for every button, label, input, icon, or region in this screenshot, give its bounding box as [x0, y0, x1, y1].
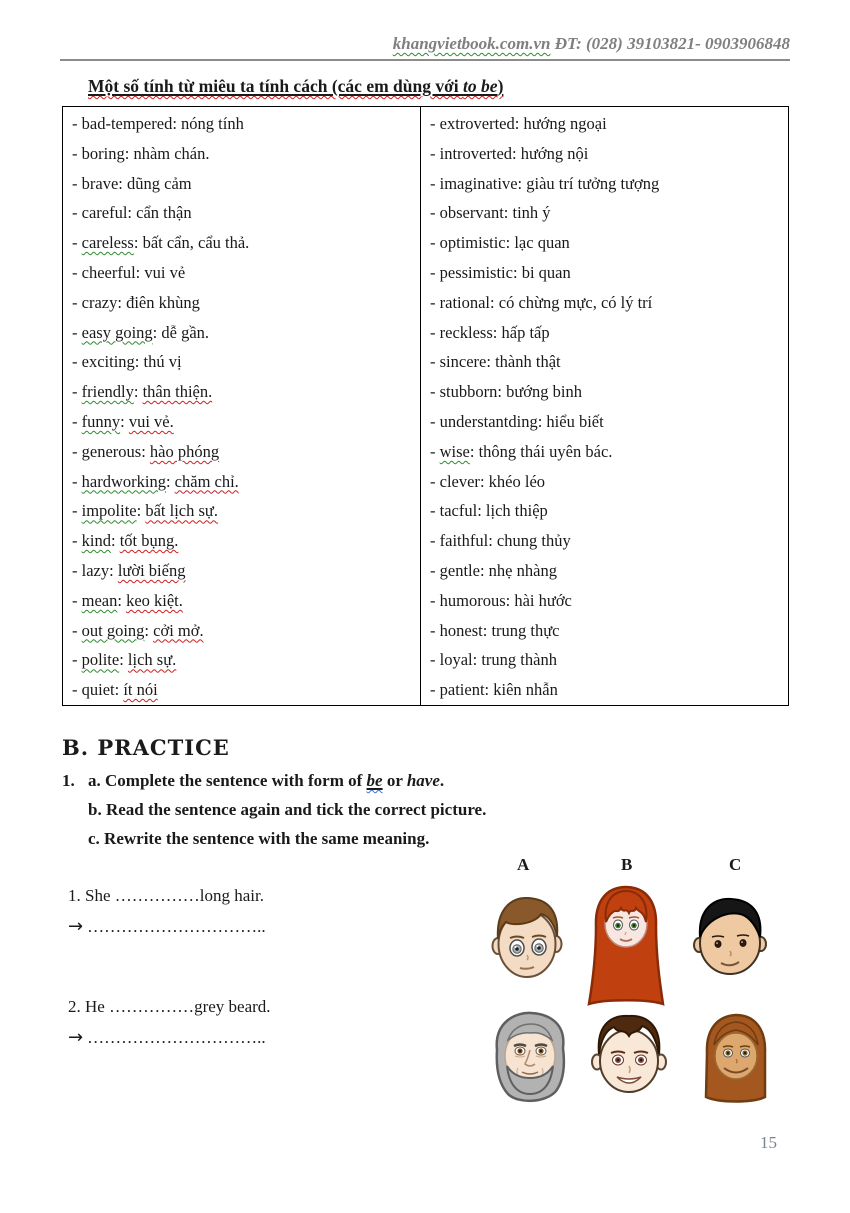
vocab-entry: - loyal: trung thành: [430, 650, 557, 670]
page-number: 15: [760, 1133, 777, 1152]
vocab-entry: - boring: nhàm chán.: [72, 143, 210, 163]
header-phone-text: ĐT: (028) 39103821- 0903906848: [550, 34, 790, 53]
vocab-entry: - pessimistic: bi quan: [430, 262, 571, 282]
face-row1-b-girl-red-hair-icon: [582, 882, 670, 1012]
vocab-entry: - kind: tốt bụng.: [72, 531, 179, 551]
face-row2-a-old-man-grey-beard-icon: [482, 1006, 578, 1108]
title-text: Một số tính từ miêu ta tính cách (các em dùng với: [88, 76, 464, 96]
vocab-entry: - polite: lịch sự.: [72, 650, 177, 670]
vocab-entry: - generous: hào phóng: [72, 441, 220, 461]
vocab-entry: - humorous: hài hước: [430, 590, 572, 610]
vocab-entry: - clever: khéo léo: [430, 471, 546, 491]
vocab-entry: - honest: trung thực: [430, 620, 560, 640]
vocab-entry: - understantding: hiểu biết: [430, 411, 604, 431]
answer-dots: …………………………..: [87, 917, 266, 936]
vocab-entry: - exciting: thú vị: [72, 352, 182, 372]
page-title: [88, 76, 503, 97]
vocab-entry: - friendly: thân thiện.: [72, 382, 213, 402]
vocab-entry: - wise: thông thái uyên bác.: [430, 441, 613, 461]
vocab-entry: - funny: vui vẻ.: [72, 411, 174, 431]
page-header: [60, 34, 790, 54]
arrow-icon: →: [68, 1027, 84, 1048]
picture-label-c: C: [729, 855, 742, 874]
face-row2-c-girl-brown-hair-icon: [694, 1011, 778, 1108]
face-row1-c-boy-black-hair-icon: [688, 891, 772, 987]
vocab-entry: - observant: tinh ý: [430, 203, 551, 223]
vocab-table: [62, 106, 789, 706]
practice-item-a: [62, 771, 444, 791]
exercise-sentence-2: 2. He ……………grey beard.: [68, 997, 271, 1016]
vocab-entry: - careless: bất cẩn, cẩu thả.: [72, 233, 250, 253]
practice-item-b: b. Read the sentence again and tick the correct picture.: [88, 800, 487, 819]
header-site-text: khangvietbook.com.vn: [392, 34, 551, 53]
title-tobe-italic: to be: [463, 76, 498, 96]
title-closing: ): [497, 76, 504, 96]
vocab-entry: - patient: kiên nhẫn: [430, 680, 558, 700]
practice-item-c: c. Rewrite the sentence with the same meaning.: [88, 829, 430, 848]
vocab-entry: - impolite: bất lịch sự.: [72, 501, 218, 521]
vocab-entry: - faithful: chung thủy: [430, 531, 571, 551]
header-rule: [60, 59, 790, 61]
word-be: be: [366, 771, 383, 790]
vocab-entry: - rational: có chừng mực, có lý trí: [430, 292, 653, 312]
vocab-column-left: [63, 107, 421, 705]
vocab-entry: - out going: cởi mở.: [72, 620, 204, 640]
answer-dots: …………………………..: [87, 1028, 266, 1047]
vocab-entry: - easy going: dễ gần.: [72, 322, 210, 342]
vocab-entry: - reckless: hấp tấp: [430, 322, 550, 342]
vocab-entry: - mean: keo kiệt.: [72, 590, 183, 610]
vocab-entry: - extroverted: hướng ngoại: [430, 114, 607, 133]
exercise-sentence-1: 1. She ……………long hair.: [68, 886, 264, 905]
exercise-answer-line-2: [68, 1027, 266, 1048]
vocab-entry: - optimistic: lạc quan: [430, 233, 570, 253]
vocab-entry: - cheerful: vui vẻ: [72, 262, 186, 282]
vocab-entry: - introverted: hướng nội: [430, 143, 589, 163]
vocab-entry: - crazy: điên khùng: [72, 292, 200, 312]
practice-item-a-text: a. Complete the sentence with form of: [88, 771, 367, 790]
vocab-entry: - careful: cẩn thận: [72, 203, 192, 223]
vocab-entry: - bad-tempered: nóng tính: [72, 114, 244, 133]
vocab-entry: - hardworking: chăm chỉ.: [72, 471, 239, 491]
practice-item-number: 1.: [62, 771, 75, 790]
vocab-entry: - imaginative: giàu trí tưởng tượng: [430, 173, 660, 193]
word-have: have: [406, 771, 440, 790]
arrow-icon: →: [68, 916, 84, 937]
vocab-entry: - tacful: lịch thiệp: [430, 501, 548, 521]
vocab-entry: - gentle: nhẹ nhàng: [430, 560, 557, 580]
vocab-entry: - stubborn: bướng binh: [430, 382, 582, 402]
practice-heading: B. PRACTICE: [62, 735, 230, 760]
vocab-entry: - quiet: ít nói: [72, 680, 158, 700]
face-row2-b-man-brown-hair-icon: [584, 1010, 674, 1104]
vocab-entry: - brave: dũng cảm: [72, 173, 192, 193]
vocab-entry: - lazy: lười biếng: [72, 560, 186, 580]
vocab-column-right: [421, 107, 788, 705]
practice-item-a-end: .: [439, 771, 445, 790]
practice-item-a-mid: or: [382, 771, 407, 790]
vocab-entry: - sincere: thành thật: [430, 352, 561, 372]
face-row1-a-boy-brown-hair-icon: [486, 889, 568, 989]
exercise-answer-line-1: [68, 916, 266, 937]
picture-label-b: B: [621, 855, 633, 874]
picture-label-a: A: [517, 855, 530, 874]
